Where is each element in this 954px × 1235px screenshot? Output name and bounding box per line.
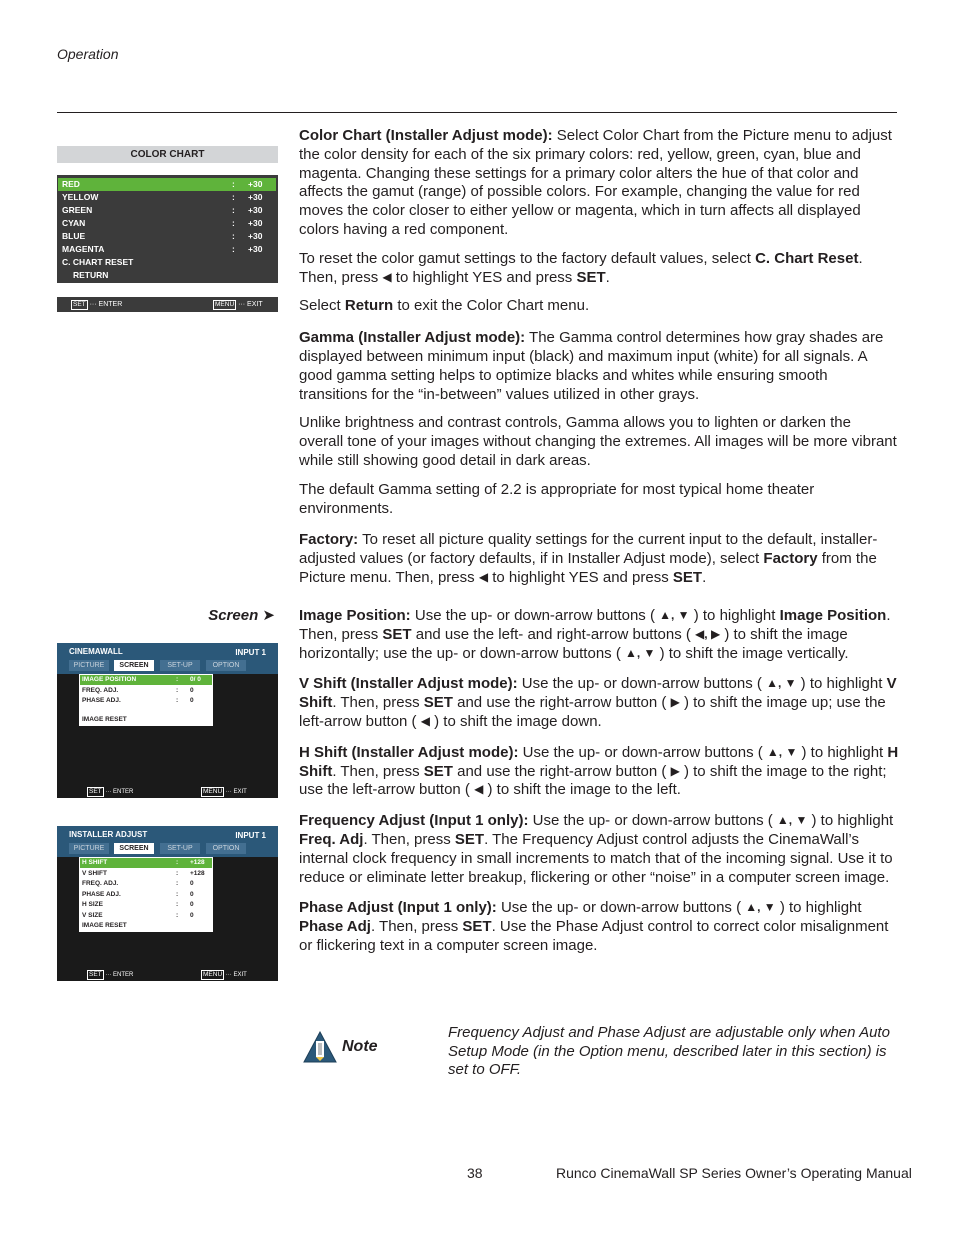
menu-row-value: 0 bbox=[190, 880, 194, 887]
menu-row-label: V SHIFT bbox=[82, 869, 107, 877]
enter-label: ENTER bbox=[112, 789, 134, 795]
menu-row-label: RED bbox=[62, 179, 80, 189]
menu-row-label: GREEN bbox=[62, 205, 93, 215]
up-down-arrows-icon: ▲, ▼ bbox=[766, 744, 798, 759]
footer-title: Runco CinemaWall SP Series Owner’s Operating Manual bbox=[556, 1165, 912, 1181]
menu-row-colon: : bbox=[176, 697, 179, 704]
menu-row-value: +30 bbox=[248, 192, 263, 202]
menu-row-value: +128 bbox=[190, 859, 205, 866]
body-text-color-gamma-factory bbox=[299, 127, 899, 598]
menu-row-label: H SIZE bbox=[82, 901, 103, 908]
menu-row[interactable] bbox=[80, 869, 212, 879]
body-text-screen bbox=[299, 607, 899, 966]
screen-submenu bbox=[79, 674, 213, 726]
menu-row-label: MAGENTA bbox=[62, 244, 105, 254]
tab-screen[interactable]: SCREEN bbox=[114, 660, 154, 671]
menu-row[interactable] bbox=[80, 686, 212, 696]
set-key-icon: SET bbox=[73, 301, 86, 308]
menu-row[interactable] bbox=[80, 858, 212, 868]
up-down-arrows-icon: ▲, ▼ bbox=[625, 645, 656, 660]
installer-menu-osd: INSTALLER ADJUST INPUT 1 PICTURE SCREEN SET-UP OPTION H SHIFT : +128 V SHIFT : +128 FREQ. ADJ. : 0 PHASE ADJ. : 0 H SIZE : 0 V SIZE : 0 IMAGE RESET SET ··· ENTER MENU ··· EXIT bbox=[57, 826, 278, 981]
note-pencil-icon bbox=[303, 1031, 337, 1068]
menu-row[interactable] bbox=[58, 191, 276, 204]
menu-row-value: 0/ 0 bbox=[190, 676, 201, 683]
paragraph-frequency-adjust: Frequency Adjust (Input 1 only): Use the up- or down-arrow buttons ( ▲, ▼ ) to highlight Freq. Adj. Then, press SET. The Frequency Adjust control adjusts the CinemaWall’s internal clock frequency in small increments to match that of the incoming signal. Use it to reduce or eliminate letter breakup, flickering or other “noise” in a computer screen image. bbox=[299, 812, 894, 886]
menu-row-label: PHASE ADJ. bbox=[82, 890, 121, 898]
paragraph-factory: Factory: To reset all picture quality settings for the current input to the default, installer-adjusted values (or factory defaults, if in Installer Adjust mode), select Factory from the Picture menu. Then, press ◀ to highlight YES and press SET. bbox=[299, 531, 878, 586]
paragraph-color-chart: Color Chart (Installer Adjust mode): Select Color Chart from the Picture menu to adjust the color density for each of the six primary colors: red, yellow, green, cyan, blue and magenta. Changing these settings for a primary color alters the hue of that color and affects the gamut (range) of possible colors. For example, changing the value for red moves the color closer to either yellow or magenta, which in turn affects all displayed colors having a red component. bbox=[299, 127, 892, 238]
menu-row[interactable] bbox=[58, 256, 276, 269]
menu-key-icon: MENU bbox=[203, 788, 223, 795]
menu-row-colon: : bbox=[232, 244, 235, 254]
menu-row-label: IMAGE RESET bbox=[82, 716, 127, 723]
left-arrow-icon: ◀ bbox=[420, 713, 430, 728]
note-text: Frequency Adjust and Phase Adjust are adjustable only when Auto Setup Mode (in the Option menu, described later in this section) is set to OFF. bbox=[448, 1024, 890, 1079]
section-heading-screen: Screen ➤ bbox=[208, 607, 275, 624]
paragraph-v-shift: V Shift (Installer Adjust mode): Use the up- or down-arrow buttons ( ▲, ▼ ) to highlight V Shift. Then, press SET and use the right-arrow button ( ▶ ) to shift the image up; use the left-arrow button ( ◀ ) to shift the image down. bbox=[299, 675, 897, 730]
menu-input: INPUT 1 bbox=[235, 831, 266, 840]
menu-row-value: 0 bbox=[190, 697, 194, 704]
left-arrow-icon: ◀ bbox=[382, 269, 392, 284]
left-arrow-icon: ◀ bbox=[478, 569, 489, 584]
tab-screen[interactable]: SCREEN bbox=[114, 843, 154, 854]
menu-row-colon: : bbox=[176, 901, 179, 908]
tab-option[interactable]: OPTION bbox=[206, 843, 246, 854]
tab-setup[interactable]: SET-UP bbox=[160, 660, 200, 671]
menu-row[interactable] bbox=[58, 178, 276, 191]
enter-label: ENTER bbox=[112, 972, 134, 978]
exit-label: EXIT bbox=[233, 972, 247, 978]
menu-header bbox=[57, 643, 278, 674]
menu-row-label: FREQ. ADJ. bbox=[82, 880, 119, 887]
menu-row[interactable] bbox=[80, 879, 212, 889]
header-rule bbox=[57, 112, 897, 113]
menu-row[interactable] bbox=[80, 696, 212, 706]
menu-row-label: RETURN bbox=[73, 270, 109, 280]
menu-row-label: BLUE bbox=[62, 231, 86, 241]
tab-option[interactable]: OPTION bbox=[206, 660, 246, 671]
screen-menu-osd: CINEMAWALL INPUT 1 PICTURE SCREEN SET-UP OPTION IMAGE POSITION : 0/ 0 FREQ. ADJ. : 0 PHASE ADJ. : 0 IMAGE RESET SET ··· ENTER MENU ··· EXIT bbox=[57, 643, 278, 798]
up-down-arrows-icon: ▲, ▼ bbox=[776, 813, 808, 828]
set-key-icon: SET bbox=[89, 971, 102, 978]
menu-row-colon: : bbox=[232, 205, 235, 215]
menu-row-label: IMAGE RESET bbox=[82, 922, 127, 929]
menu-title: CINEMAWALL bbox=[69, 647, 123, 656]
menu-row[interactable] bbox=[58, 230, 276, 243]
menu-row-value: 0 bbox=[190, 686, 194, 694]
left-arrow-icon: ◀ bbox=[474, 782, 484, 797]
tab-picture[interactable]: PICTURE bbox=[69, 843, 109, 854]
menu-row-colon: : bbox=[176, 686, 179, 694]
paragraph-gamma: Gamma (Installer Adjust mode): The Gamma control determines how gray shades are displayed between minimum input (black) and maximum input (white) for all signals. A good gamma setting helps to optimize blacks and whites while ensuring smooth transitions for the “in-between” values utilized in other grays. bbox=[299, 329, 884, 403]
enter-label: ENTER bbox=[98, 301, 123, 308]
running-header: Operation bbox=[57, 46, 119, 62]
menu-row[interactable] bbox=[58, 204, 276, 217]
menu-row-value: +30 bbox=[248, 218, 263, 228]
menu-row-colon: : bbox=[232, 192, 235, 202]
menu-row[interactable] bbox=[80, 890, 212, 900]
right-arrow-icon: ▶ bbox=[670, 695, 680, 710]
menu-row-value: +30 bbox=[248, 244, 263, 254]
menu-row-colon: : bbox=[176, 676, 179, 683]
right-arrow-icon: ▶ bbox=[670, 763, 680, 778]
color-chart-osd-panel bbox=[57, 175, 278, 283]
note-label: Note bbox=[342, 1038, 378, 1055]
menu-row-label: C. CHART RESET bbox=[62, 257, 134, 267]
menu-row-colon: : bbox=[176, 880, 179, 887]
menu-row[interactable] bbox=[80, 921, 212, 931]
tab-picture[interactable]: PICTURE bbox=[69, 660, 109, 671]
menu-row[interactable] bbox=[58, 217, 276, 230]
up-down-arrows-icon: ▲, ▼ bbox=[659, 608, 690, 622]
menu-row-value: +30 bbox=[248, 231, 263, 241]
paragraph-phase-adjust: Phase Adjust (Input 1 only): Use the up- or down-arrow buttons ( ▲, ▼ ) to highlight Phase Adj. Then, press SET. Use the Phase Adjust control to correct color misalignment or flickering text in a computer screen image. bbox=[299, 899, 889, 954]
menu-row-label: IMAGE POSITION bbox=[82, 676, 137, 683]
left-right-arrows-icon: ◀, ▶ bbox=[695, 626, 721, 641]
paragraph-image-position: Image Position: Use the up- or down-arrow buttons ( ▲, ▼ ) to highlight Image Position. Then, press SET and use the left- and right-arrow buttons ( ◀, ▶ ) to shift the image horizontally; use the up- or down-arrow buttons ( ▲, ▼ ) to shift the image vertically. bbox=[299, 607, 891, 662]
menu-key-icon: MENU bbox=[215, 301, 235, 308]
menu-row-label: V SIZE bbox=[82, 911, 103, 919]
menu-row[interactable] bbox=[80, 911, 212, 921]
menu-input: INPUT 1 bbox=[235, 648, 266, 657]
menu-row-value: 0 bbox=[190, 890, 194, 898]
menu-row-value: +30 bbox=[248, 179, 263, 189]
menu-row-colon: : bbox=[232, 179, 235, 189]
set-key-icon: SET bbox=[89, 788, 102, 795]
up-down-arrows-icon: ▲, ▼ bbox=[745, 900, 776, 915]
menu-row-label: YELLOW bbox=[62, 192, 99, 202]
menu-row[interactable] bbox=[80, 675, 212, 685]
menu-row-value: 0 bbox=[190, 911, 194, 919]
menu-header bbox=[57, 826, 278, 857]
tab-setup[interactable]: SET-UP bbox=[160, 843, 200, 854]
menu-row[interactable] bbox=[58, 243, 276, 256]
exit-label: EXIT bbox=[247, 301, 263, 308]
installer-submenu bbox=[79, 857, 213, 932]
page-number: 38 bbox=[467, 1165, 483, 1181]
menu-row-colon: : bbox=[176, 869, 179, 877]
menu-row[interactable] bbox=[80, 715, 212, 725]
menu-row-colon: : bbox=[176, 859, 179, 866]
menu-row-colon: : bbox=[176, 890, 179, 898]
exit-label: EXIT bbox=[233, 789, 247, 795]
paragraph-return: Select Return to exit the Color Chart menu. bbox=[299, 297, 590, 315]
paragraph-gamma-3: The default Gamma setting of 2.2 is appropriate for most typical home theater environments. bbox=[299, 480, 815, 517]
menu-row-colon: : bbox=[232, 231, 235, 241]
up-down-arrows-icon: ▲, ▼ bbox=[766, 676, 797, 691]
paragraph-chart-reset: To reset the color gamut settings to the factory default values, select C. Chart Reset. Then, press ◀ to highlight YES and press SET. bbox=[299, 249, 863, 286]
menu-row[interactable] bbox=[58, 269, 276, 282]
menu-row-label: CYAN bbox=[62, 218, 86, 228]
menu-row-value: +128 bbox=[190, 869, 205, 877]
menu-row-value: +30 bbox=[248, 205, 263, 215]
menu-row-colon: : bbox=[232, 218, 235, 228]
menu-row-colon: : bbox=[176, 911, 179, 919]
color-chart-osd-footer: SET ··· ENTER MENU ··· EXIT bbox=[57, 297, 278, 312]
menu-row-value: 0 bbox=[190, 901, 194, 908]
menu-key-icon: MENU bbox=[203, 971, 223, 978]
menu-title: INSTALLER ADJUST bbox=[69, 830, 148, 839]
menu-row-label: PHASE ADJ. bbox=[82, 697, 121, 704]
paragraph-gamma-2: Unlike brightness and contrast controls, Gamma allows you to lighten or darken the overall tone of your images without changing the extremes. All images will be more vibrant while still showing good detail in dark areas. bbox=[299, 414, 897, 469]
arrow-right-icon: ➤ bbox=[262, 607, 275, 624]
menu-row-label: FREQ. ADJ. bbox=[82, 686, 119, 694]
menu-row[interactable] bbox=[80, 900, 212, 910]
menu-row-label: H SHIFT bbox=[82, 859, 108, 866]
paragraph-h-shift: H Shift (Installer Adjust mode): Use the up- or down-arrow buttons ( ▲, ▼ ) to highlight H Shift. Then, press SET and use the right-arrow button ( ▶ ) to shift the image to the right; use the left-arrow button ( ◀ ) to shift the image to the left. bbox=[299, 743, 899, 799]
color-chart-osd-title: COLOR CHART bbox=[57, 146, 278, 163]
